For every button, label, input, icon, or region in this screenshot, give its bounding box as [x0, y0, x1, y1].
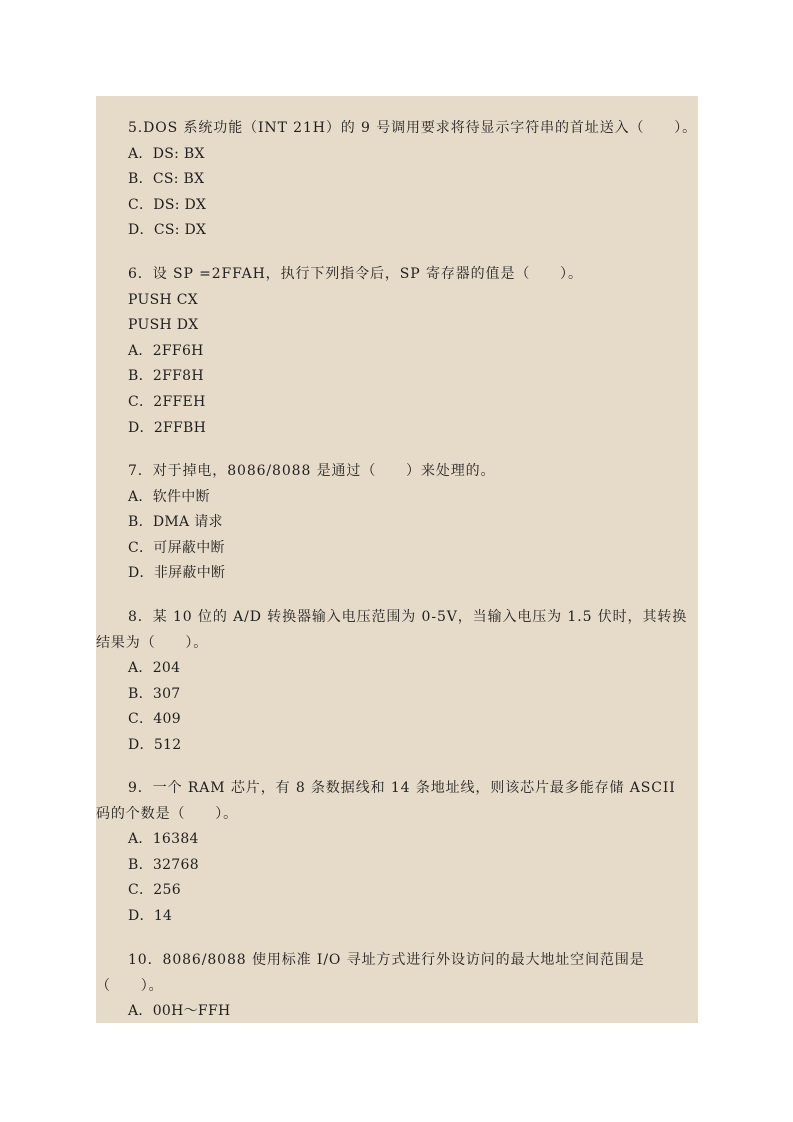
- question-9-option-c: C．256: [128, 882, 181, 899]
- question-8-option-c: C．409: [128, 711, 181, 728]
- question-7-option-b: B．DMA 请求: [128, 514, 223, 531]
- question-9-text-line-1: 9．一个 RAM 芯片，有 8 条数据线和 14 条地址线，则该芯片最多能存储 ASCII: [128, 780, 676, 796]
- question-9-option-b: B．32768: [128, 856, 199, 873]
- question-10-text-line-1: 10．8086/8088 使用标准 I/O 寻址方式进行外设访问的最大地址空间范围是: [128, 952, 645, 968]
- question-6-text: 6．设 SP =2FFAH，执行下列指令后，SP 寄存器的值是（ ）。: [128, 266, 583, 282]
- question-6-option-a: A．2FF6H: [128, 342, 204, 359]
- question-6: [96, 262, 698, 441]
- question-8-text-line-1: 8．某 10 位的 A/D 转换器输入电压范围为 0-5V，当输入电压为 1.5 伏时，其转换: [128, 609, 688, 625]
- question-5-option-c: C．DS: DX: [128, 196, 207, 213]
- question-5-option-a: A．DS: BX: [128, 145, 205, 162]
- question-6-code-line-1: PUSH CX: [128, 291, 199, 308]
- question-8-option-a: A．204: [128, 660, 181, 677]
- question-7-option-c: C．可屏蔽中断: [128, 539, 225, 556]
- question-8-option-d: D．512: [128, 736, 182, 753]
- question-10-text-line-2: （ ）。: [96, 977, 164, 994]
- question-8-option-b: B．307: [128, 685, 181, 702]
- question-10: [96, 948, 698, 1025]
- question-6-code-line-2: PUSH DX: [128, 317, 199, 334]
- question-6-option-d: D．2FFBH: [128, 419, 207, 436]
- question-10-option-a: A．00H～FFH: [128, 1003, 231, 1020]
- question-9: [96, 776, 698, 930]
- question-9-text-line-2: 码的个数是（ ）。: [96, 805, 238, 822]
- question-5-text: 5.DOS 系统功能（INT 21H）的 9 号调用要求将待显示字符串的首址送入（ ）。: [128, 120, 697, 136]
- question-7-option-a: A．软件中断: [128, 488, 210, 505]
- question-5-option-b: B．CS: BX: [128, 171, 205, 188]
- question-9-option-a: A．16384: [128, 831, 199, 848]
- document-page: [96, 96, 698, 1023]
- question-5: [96, 116, 698, 244]
- question-8-text-line-2: 结果为（ ）。: [96, 634, 209, 651]
- question-6-option-c: C．2FFEH: [128, 393, 206, 410]
- question-9-option-d: D．14: [128, 907, 173, 924]
- question-8: [96, 605, 698, 759]
- question-6-option-b: B．2FF8H: [128, 368, 204, 385]
- question-7-text: 7．对于掉电，8086/8088 是通过（ ）来处理的。: [128, 463, 496, 479]
- question-7: [96, 459, 698, 587]
- question-5-option-d: D．CS: DX: [128, 222, 207, 239]
- question-7-option-d: D．非屏蔽中断: [128, 565, 226, 582]
